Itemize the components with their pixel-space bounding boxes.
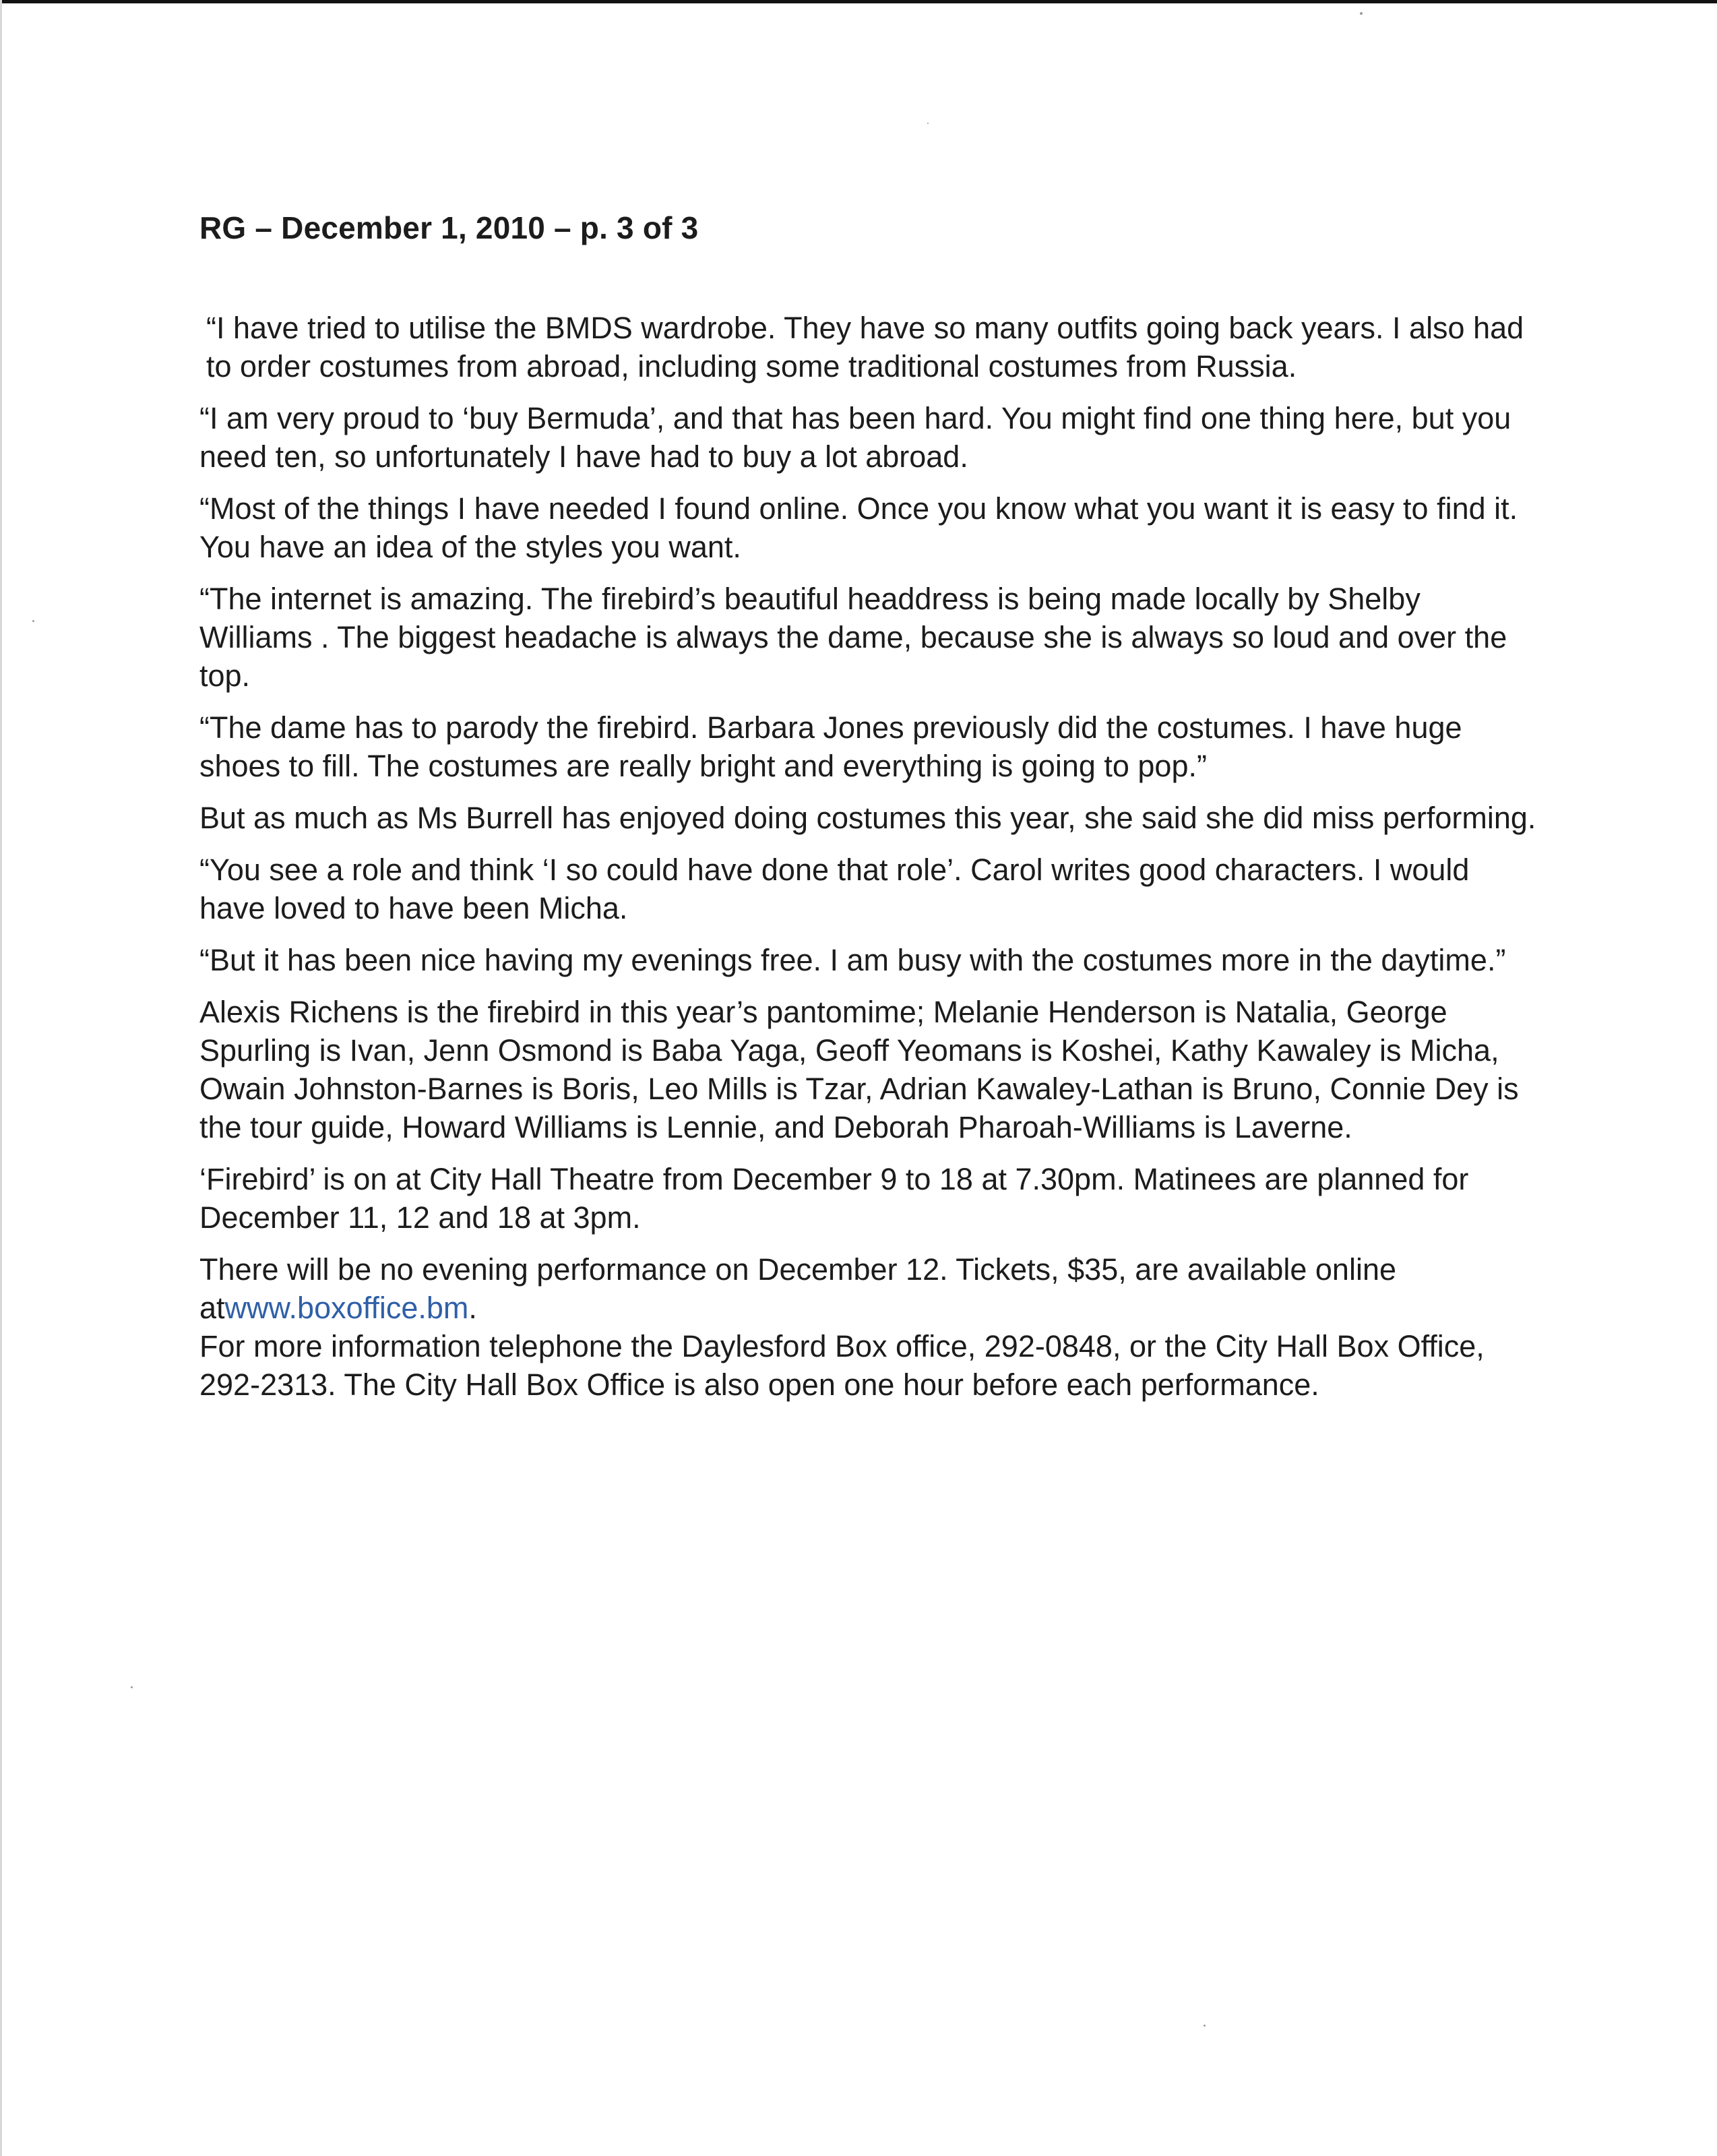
scan-speck xyxy=(927,123,929,124)
scan-top-border xyxy=(0,0,1717,3)
tickets-text: There will be no evening performance on December 12. Tickets, $35, are available online at xyxy=(199,1252,1397,1325)
paragraph-wardrobe: “I have tried to utilise the BMDS wardrobe. They have so many outfits going back years. I also had to order costumes from abroad, including some traditional costumes from Russia. xyxy=(206,311,1524,383)
paragraph-performing: But as much as Ms Burrell has enjoyed doing costumes this year, she said she did miss performing. xyxy=(199,801,1536,835)
paragraph-info: For more information telephone the Daylesford Box office, 292-0848, or the City Hall Box Office, 292-2313. The City Hall Box Office is also open one hour before each performance. xyxy=(199,1329,1485,1402)
paragraph-schedule: ‘Firebird’ is on at City Hall Theatre from December 9 to 18 at 7.30pm. Matinees are planned for December 11, 12 and 18 at 3pm. xyxy=(199,1162,1469,1235)
page-header: RG – December 1, 2010 – p. 3 of 3 xyxy=(199,210,699,245)
scan-speck xyxy=(1204,2025,1206,2027)
scan-speck xyxy=(1360,12,1363,15)
paragraph-role: “You see a role and think ‘I so could have done that role’. Carol writes good characters. I would have loved to have been Micha. xyxy=(199,853,1470,925)
paragraph-internet: “The internet is amazing. The firebird’s beautiful headdress is being made locally by Shelby Williams . The biggest headache is always the dame, because she is always so loud and over the top. xyxy=(199,582,1507,693)
boxoffice-link[interactable]: www.boxoffice.bm xyxy=(224,1291,469,1325)
paragraph-online: “Most of the things I have needed I found online. Once you know what you want it is easy to find it. You have an idea of the styles you want. xyxy=(199,491,1518,564)
paragraph-dame: “The dame has to parody the firebird. Barbara Jones previously did the costumes. I have huge shoes to fill. The costumes are really bright and everything is going to pop.” xyxy=(199,710,1462,783)
paragraph-buy-bermuda: “I am very proud to ‘buy Bermuda’, and that has been hard. You might find one thing here, but you need ten, so unfortunately I have had to buy a lot abroad. xyxy=(199,401,1511,474)
scan-speck xyxy=(32,620,34,622)
scan-speck xyxy=(131,1686,133,1688)
paragraph-cast: Alexis Richens is the firebird in this year’s pantomime; Melanie Henderson is Natalia, George Spurling is Ivan, Jenn Osmond is Baba Yaga, Geoff Yeomans is Koshei, Kathy Kawaley is Micha, Owain Johnston-Barnes is Boris, Leo Mills is Tzar, Adrian Kawaley-Lathan is Bruno, Connie Dey is the tour guide, Howard Williams is Lennie, and Deborah Pharoah-Williams is Laverne. xyxy=(199,995,1519,1144)
scan-left-edge xyxy=(0,0,2,2156)
paragraph-evenings: “But it has been nice having my evenings free. I am busy with the costumes more in the daytime.” xyxy=(199,943,1506,977)
paragraph-tickets xyxy=(199,1250,1540,1327)
document-page xyxy=(199,209,1540,1417)
tickets-after-link: . xyxy=(468,1291,477,1325)
